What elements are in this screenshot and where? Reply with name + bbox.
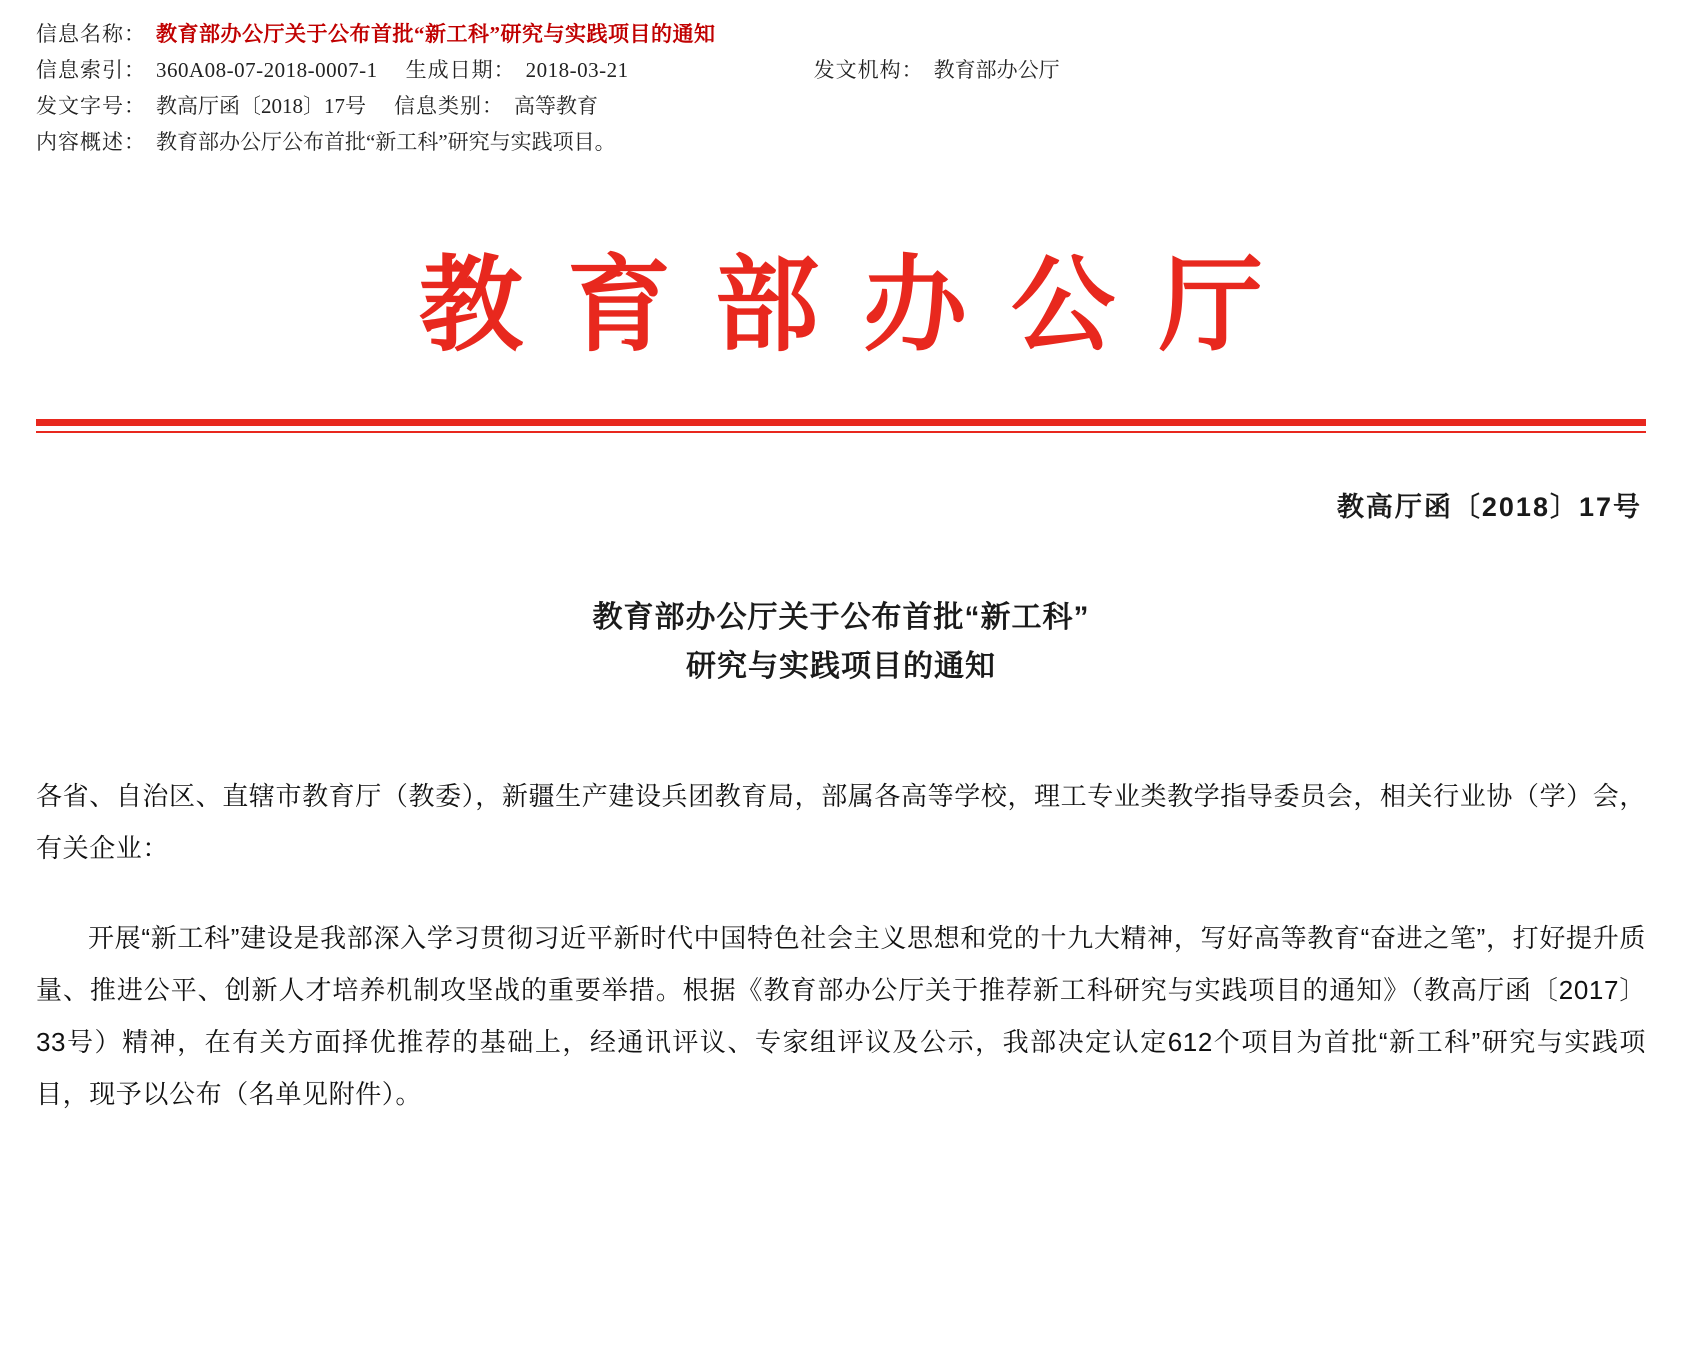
document-number: 教高厅函〔2018〕17号 [1336, 492, 1642, 523]
divider-thin-line [36, 431, 1646, 433]
document-body [36, 770, 1646, 1120]
metadata-row-index [36, 52, 1646, 88]
divider-thick-line [36, 419, 1646, 426]
document-title [36, 594, 1646, 691]
body-paragraph-1: 开展“新工科”建设是我部深入学习贯彻习近平新时代中国特色社会主义思想和党的十九大精神，写好高等教育“奋进之笔”，打好提升质量、推进公平、创新人才培养机制攻坚战的重要举措。根据《教育部办公厅关于推荐新工科研究与实践项目的通知》（教高厅函〔2017〕33号）精神，在有关方面择优推荐的基础上，经通讯评议、专家组评议及公示，我部决定认定612个项目为首批“新工科”研究与实践项目，现予以公布（名单见附件）。 [36, 922, 1646, 1109]
metadata-label-category: 信息类别： [394, 94, 504, 119]
metadata-label-created: 生成日期： [405, 58, 516, 83]
metadata-value-issuer: 教育部办公厅 [933, 58, 1060, 83]
metadata-value-created: 2018-03-21 [525, 58, 629, 83]
metadata-label-summary: 内容概述： [36, 130, 146, 155]
masthead-title: 教育部办公厅 [418, 249, 1307, 365]
metadata-value-docnum: 教高厅函〔2018〕17号 [156, 94, 366, 119]
metadata-label-issuer: 发文机构： [813, 58, 924, 83]
metadata-label-docnum: 发文字号： [36, 94, 146, 119]
metadata-value-category: 高等教育 [514, 94, 598, 119]
masthead-divider [36, 419, 1646, 433]
document-title-line-1: 教育部办公厅关于公布首批“新工科” [592, 601, 1090, 635]
metadata-value-summary: 教育部办公厅公布首批“新工科”研究与实践项目。 [156, 130, 616, 155]
metadata-label-index: 信息索引： [36, 58, 146, 83]
document-title-line-2: 研究与实践项目的通知 [686, 650, 996, 684]
metadata-row-name [36, 16, 1646, 52]
metadata-value-name: 教育部办公厅关于公布首批“新工科”研究与实践项目的通知 [156, 22, 716, 46]
metadata-row-docnum [36, 88, 1646, 124]
metadata-row-summary [36, 124, 1646, 160]
metadata-block [36, 16, 1646, 160]
body-recipients: 各省、自治区、直辖市教育厅（教委），新疆生产建设兵团教育局，部属各高等学校，理工专业类教学指导委员会，相关行业协（学）会，有关企业： [36, 780, 1646, 863]
metadata-value-index: 360A08-07-2018-0007-1 [156, 58, 378, 83]
metadata-label-name: 信息名称： [36, 22, 146, 46]
